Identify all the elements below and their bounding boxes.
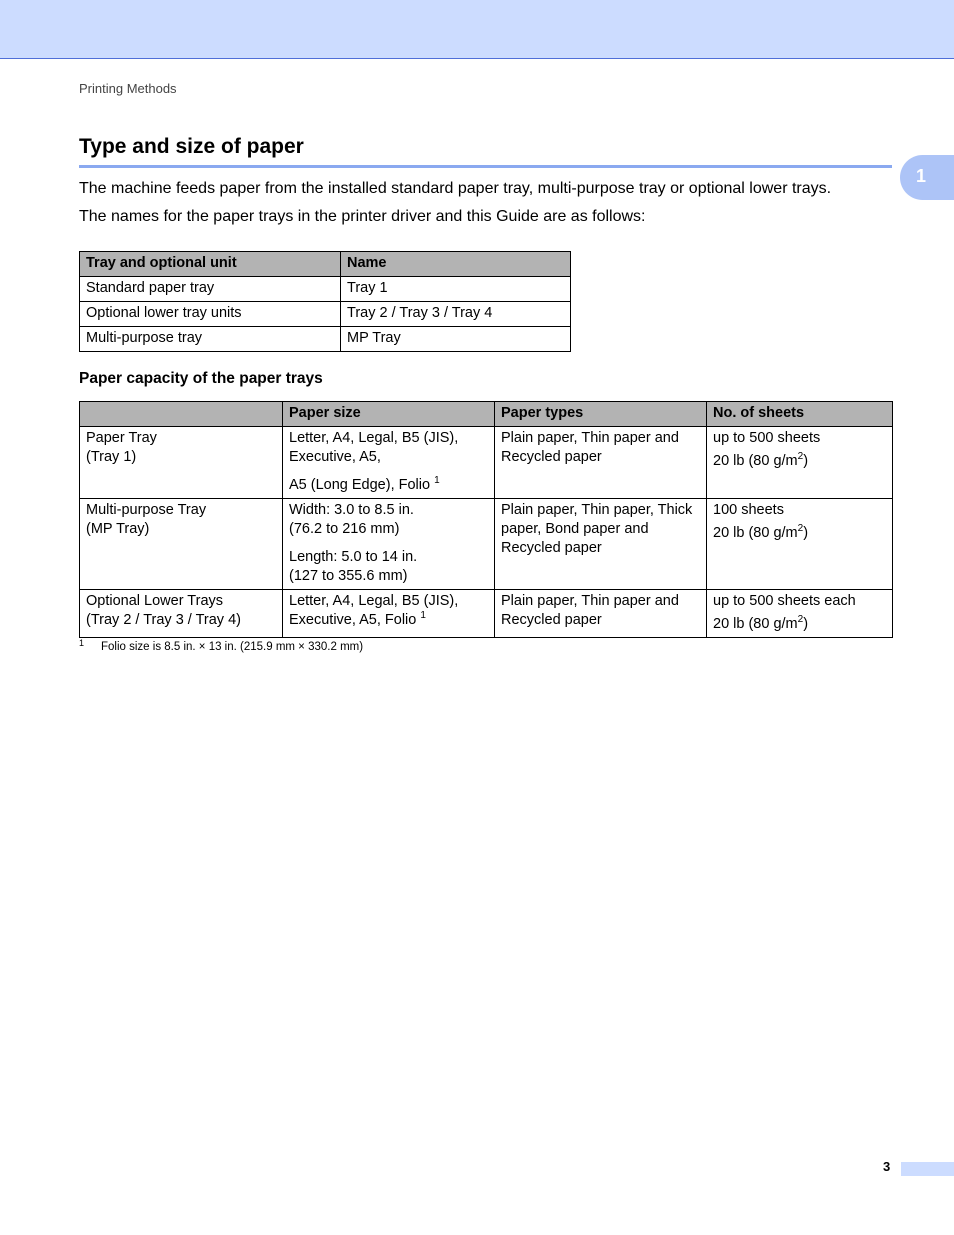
paper-weight-close: ) bbox=[803, 525, 809, 541]
paper-weight: 20 lb (80 g/m bbox=[713, 525, 798, 541]
table-row bbox=[80, 302, 571, 327]
tray-cell bbox=[80, 499, 283, 590]
tray-unit-cell: Standard paper tray bbox=[80, 277, 341, 302]
tray-unit-cell: Optional lower tray units bbox=[80, 302, 341, 327]
section-title: Type and size of paper bbox=[79, 135, 304, 158]
paper-capacity-table bbox=[79, 401, 893, 638]
paper-size-cell bbox=[283, 499, 495, 590]
tray-unit-cell: Multi-purpose tray bbox=[80, 327, 341, 352]
intro-paragraph-1: The machine feeds paper from the installed standard paper tray, multi-purpose tray or optional lower trays. bbox=[79, 180, 832, 197]
paper-weight: 20 lb (80 g/m bbox=[713, 616, 798, 632]
paper-width: Width: 3.0 to 8.5 in. bbox=[289, 502, 414, 518]
paper-size-cell bbox=[283, 590, 495, 638]
header-band bbox=[0, 0, 954, 59]
superscript: 2 bbox=[797, 614, 804, 625]
header-sheets: No. of sheets bbox=[707, 402, 893, 427]
title-underline bbox=[79, 165, 892, 168]
sheets-count: 100 sheets bbox=[713, 502, 784, 518]
footnote-number: 1 bbox=[79, 638, 85, 648]
chapter-tab[interactable]: 1 bbox=[900, 155, 954, 200]
table-row bbox=[80, 277, 571, 302]
paper-size-line: Executive, A5, Folio bbox=[289, 612, 417, 628]
footnote-ref[interactable]: 1 bbox=[434, 475, 440, 486]
sheets-cell bbox=[707, 427, 893, 499]
tray-cell bbox=[80, 590, 283, 638]
paper-types-cell: Plain paper, Thin paper, Thick paper, Bond paper and Recycled paper bbox=[495, 499, 707, 590]
header-tray-unit: Tray and optional unit bbox=[80, 252, 341, 277]
table-row bbox=[80, 499, 893, 590]
tray-id: (Tray 1) bbox=[86, 449, 137, 465]
header-paper-types: Paper types bbox=[495, 402, 707, 427]
footnote-text: Folio size is 8.5 in. × 13 in. (215.9 mm × 330.2 mm) bbox=[101, 641, 364, 653]
table-row bbox=[80, 590, 893, 638]
paper-weight: 20 lb (80 g/m bbox=[713, 453, 798, 469]
paper-types-cell: Plain paper, Thin paper and Recycled paper bbox=[495, 427, 707, 499]
paper-size-line: Executive, A5, bbox=[289, 449, 381, 465]
paper-types-cell: Plain paper, Thin paper and Recycled paper bbox=[495, 590, 707, 638]
tray-names-table bbox=[79, 251, 571, 352]
sheets-count: up to 500 sheets each bbox=[713, 593, 856, 609]
intro-paragraph-2: The names for the paper trays in the printer driver and this Guide are as follows: bbox=[79, 208, 646, 225]
header-paper-size: Paper size bbox=[283, 402, 495, 427]
tray-label: Multi-purpose Tray bbox=[86, 502, 207, 518]
header-name: Name bbox=[341, 252, 571, 277]
paper-length: Length: 5.0 to 14 in. bbox=[289, 549, 418, 565]
sheets-count: up to 500 sheets bbox=[713, 430, 821, 446]
tray-name-cell: MP Tray bbox=[341, 327, 571, 352]
paper-size-line: A5 (Long Edge), Folio bbox=[289, 477, 431, 493]
paper-weight-close: ) bbox=[803, 453, 809, 469]
tray-label: Optional Lower Trays bbox=[86, 593, 224, 609]
table-row bbox=[80, 327, 571, 352]
capacity-title: Paper capacity of the paper trays bbox=[79, 370, 323, 387]
tray-name-cell: Tray 2 / Tray 3 / Tray 4 bbox=[341, 302, 571, 327]
tray-id: (Tray 2 / Tray 3 / Tray 4) bbox=[86, 612, 241, 628]
paper-weight-close: ) bbox=[803, 616, 809, 632]
tray-name-cell: Tray 1 bbox=[341, 277, 571, 302]
tray-id: (MP Tray) bbox=[86, 521, 150, 537]
sheets-cell bbox=[707, 590, 893, 638]
page-number: 3 bbox=[883, 1159, 891, 1174]
tray-label: Paper Tray bbox=[86, 430, 157, 446]
paper-size-line: Letter, A4, Legal, B5 (JIS), bbox=[289, 593, 459, 609]
paper-width-mm: (76.2 to 216 mm) bbox=[289, 521, 400, 537]
superscript: 2 bbox=[797, 451, 804, 462]
paper-length-mm: (127 to 355.6 mm) bbox=[289, 568, 408, 584]
paper-size-line: Letter, A4, Legal, B5 (JIS), bbox=[289, 430, 459, 446]
running-header: Printing Methods bbox=[79, 81, 177, 96]
paper-size-cell bbox=[283, 427, 495, 499]
table-row bbox=[80, 427, 893, 499]
superscript: 2 bbox=[797, 523, 804, 534]
sheets-cell bbox=[707, 499, 893, 590]
header-tray bbox=[80, 402, 283, 427]
footnote-ref[interactable]: 1 bbox=[420, 610, 426, 621]
table-header-row bbox=[80, 252, 571, 277]
tray-cell bbox=[80, 427, 283, 499]
table-header-row bbox=[80, 402, 893, 427]
footer-bar bbox=[901, 1162, 954, 1176]
